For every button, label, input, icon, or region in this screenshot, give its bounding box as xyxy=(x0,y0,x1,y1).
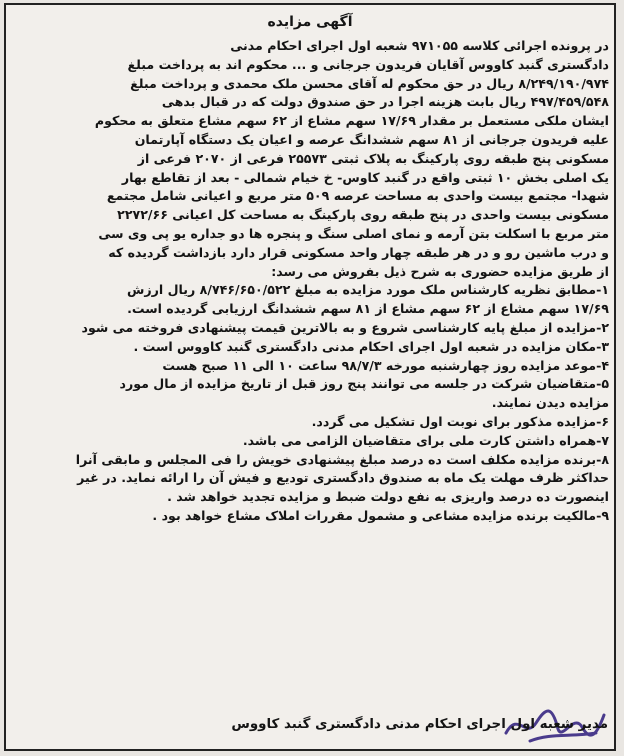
body-line: ۵-متقاضیان شرکت در جلسه می توانند پنج روز قبل از تاریخ مزایده از مال مورد xyxy=(119,376,609,392)
body-line: در پرونده اجرائی کلاسه ۹۷۱۰۵۵ شعبه اول اجرای احکام مدنی xyxy=(230,38,609,53)
notice-footer: مدیر شعبه اول اجرای احکام مدنی دادگستری گنبد کاووس xyxy=(231,717,608,732)
notice-frame xyxy=(4,3,616,751)
body-line: ۳-مکان مزایده در شعبه اول اجرای احکام مدنی دادگستری گنبد کاووس است . xyxy=(133,338,609,354)
body-line: از طریق مزایده حضوری به شرح ذیل بفروش می رسد: xyxy=(271,263,609,279)
body-line: ۲-مزایده از مبلغ پایه کارشناسی شروع و به بالاترین قیمت پیشنهادی فروخته می شود xyxy=(81,319,609,335)
notice-title: آگهی مزایده xyxy=(267,14,353,30)
body-line: ۱۷/۶۹ سهم مشاع از ۶۲ سهم مشاع از ۸۱ سهم ششدانگ ارزیابی گردیده است. xyxy=(127,301,609,317)
body-line: دادگستری گنبد کاووس آقایان فریدون جرجانی و ... محکوم اند به پرداخت مبلغ xyxy=(127,56,609,72)
body-line: شهدا- مجتمع بیست واحدی به مساحت عرصه ۵۰۹ متر مربع و اعیانی شامل مجتمع xyxy=(106,188,609,204)
body-line: متر مربع با اسکلت بتن آرمه و نمای اصلی سنگ و پنجره ها دو جداره یو پی وی سی xyxy=(98,225,609,241)
body-line: علیه فریدون جرجانی از ۸۱ سهم ششدانگ عرصه و اعیان یک دستگاه آپارتمان xyxy=(134,131,609,147)
body-line: ۷-همراه داشتن کارت ملی برای متقاضیان الزامی می باشد. xyxy=(242,432,609,448)
body-line: ایشان ملکی مستعمل بر مقدار ۱۷/۶۹ سهم مشاع از ۶۲ سهم مشاع متعلق به محکوم xyxy=(94,113,609,129)
body-line: اینصورت ده درصد واریزی به نفع دولت ضبط و مزایده تجدید خواهد شد . xyxy=(167,489,609,505)
body-line: مسکونی بیست واحدی در پنج طبقه روی پارکینگ به مساحت کل اعیانی ۲۲۷۲/۶۶ xyxy=(117,207,609,223)
notice-body xyxy=(15,37,609,526)
body-line: یک اصلی بخش ۱۰ ثبتی واقع در گنبد کاوس- خ خیام شمالی - بعد از تقاطع بهار xyxy=(121,169,609,185)
body-line: ۴۹۷/۴۵۹/۵۴۸ ریال بابت هزینه اجرا در حق صندوق دولت که در قبال بدهی xyxy=(161,94,609,110)
body-line: ۶-مزایده مذکور برای نوبت اول تشکیل می گردد. xyxy=(311,413,609,429)
body-line: مزایده دیدن نمایند. xyxy=(491,395,609,411)
body-line: مسکونی پنج طبقه روی پارکینگ به پلاک ثبتی ۲۵۵۷۳ فرعی از ۲۰۷۰ فرعی از xyxy=(137,150,609,166)
body-line: و درب ماشین رو و در هر طبقه چهار واحد مسکونی قرار دارد بازداشت گردیده که xyxy=(108,244,609,260)
body-line: ۹-مالکیت برنده مزایده مشاعی و مشمول مقررات املاک مشاع خواهد بود . xyxy=(152,507,609,523)
body-line: ۸/۲۴۹/۱۹۰/۹۷۴ ریال در حق محکوم له آقای محسن ملک محمدی و پرداخت مبلغ xyxy=(130,75,609,91)
body-line: ۸-برنده مزایده مکلف است ده درصد مبلغ پیشنهادی خویش را فی المجلس و مابقی آنرا xyxy=(75,451,609,467)
body-line: ۴-موعد مزایده روز چهارشنبه مورخه ۹۸/۷/۳ ساعت ۱۰ الی ۱۱ صبح هست xyxy=(162,357,609,373)
body-line: ۱-مطابق نظریه کارشناس ملک مورد مزایده به مبلغ ۸/۷۴۶/۶۵۰/۵۲۲ ریال ارزش xyxy=(127,282,609,298)
body-line: حداکثر ظرف مهلت یک ماه به صندوق دادگستری تودیع و فیش آن را ارائه نماید. در غیر xyxy=(77,470,609,486)
